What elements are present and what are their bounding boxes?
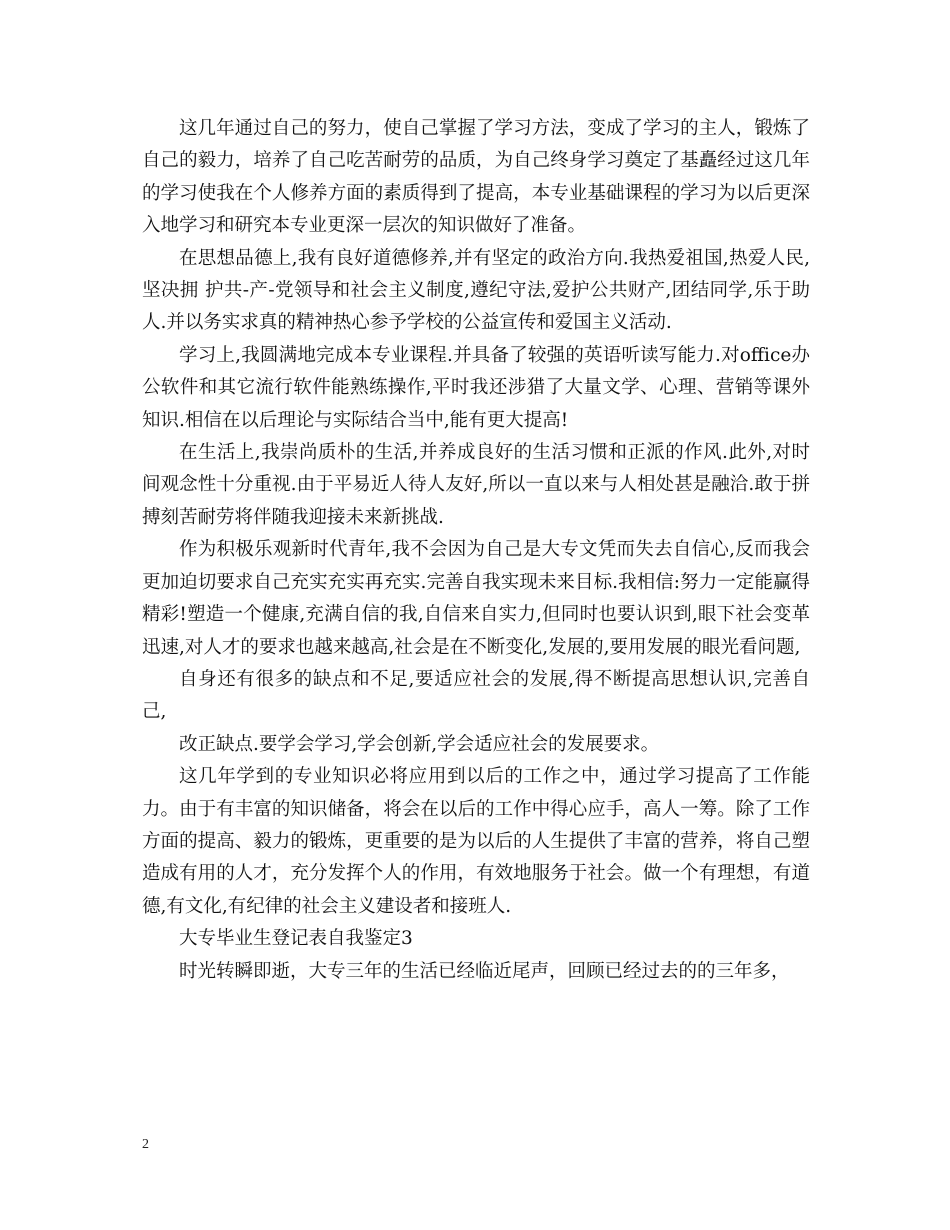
paragraph-7: 改正缺点.要学会学习,学会创新,学会适应社会的发展要求。: [179, 733, 660, 755]
paragraph-3: 学习上,我圆满地完成本专业课程.并具备了较强的英语听读写能力.对office办公软件和其它流行软件能熟练操作,平时我还涉猎了大量文学、心理、营销等课外知识.相信在以后理论与实际结合当中,能有更大提高!: [142, 344, 810, 431]
paragraph-8: 这几年学到的专业知识必将应用到以后的工作之中，通过学习提高了工作能力。由于有丰富的知识储备，将会在以后的工作中得心应手，高人一筹。除了工作方面的提高、毅力的锻炼，更重要的是为以后的人生提供了丰富的营养，将自己塑造成有用的人才，充分发挥个人的作用，有效地服务于社会。做一个有理想，有道德,有文化,有纪律的社会主义建设者和接班人.: [142, 766, 810, 917]
paragraph-6: 自身还有很多的缺点和不足,要适应社会的发展,得不断提高思想认识,完善自己,: [142, 668, 810, 723]
paragraph-5: 作为积极乐观新时代青年,我不会因为自己是大专文凭而失去自信心,反而我会更加迫切要求自己充实充实再充实.完善自我实现未来目标.我相信:努力一定能赢得精彩!塑造一个健康,充满自信的我,自信来自实力,但同时也要认识到,眼下社会变革迅速,对人才的要求也越来越高,社会是在不断变化,发展的,要用发展的眼光看问题,: [142, 539, 810, 658]
paragraph-9: 时光转瞬即逝，大专三年的生活已经临近尾声，回顾已经过去的的三年多，: [179, 960, 790, 982]
paragraph-1: 这几年通过自己的努力，使自己掌握了学习方法，变成了学习的主人，锻炼了自己的毅力，培养了自己吃苦耐劳的品质，为自己终身学习奠定了基矗经过这几年的学习使我在个人修养方面的素质得到了提高，本专业基础课程的学习为以后更深入地学习和研究本专业更深一层次的知识做好了准备。: [142, 118, 810, 237]
section-heading: 大专毕业生登记表自我鉴定3: [179, 928, 413, 950]
page-number: 2: [142, 1137, 149, 1152]
paragraph-4: 在生活上,我崇尚质朴的生活,并养成良好的生活习惯和正派的作风.此外,对时间观念性十分重视.由于平易近人待人友好,所以一直以来与人相处甚是融洽.敢于拼搏刻苦耐劳将伴随我迎接未来新挑战.: [142, 442, 810, 528]
paragraph-2: 在思想品德上,我有良好道德修养,并有坚定的政治方向.我热爱祖国,热爱人民,坚决拥 护共-产-党领导和社会主义制度,遵纪守法,爱护公共财产,团结同学,乐于助人.并以务实求真的精神热心参予学校的公益宣传和爱国主义活动.: [142, 247, 810, 334]
document-body: [142, 113, 810, 988]
